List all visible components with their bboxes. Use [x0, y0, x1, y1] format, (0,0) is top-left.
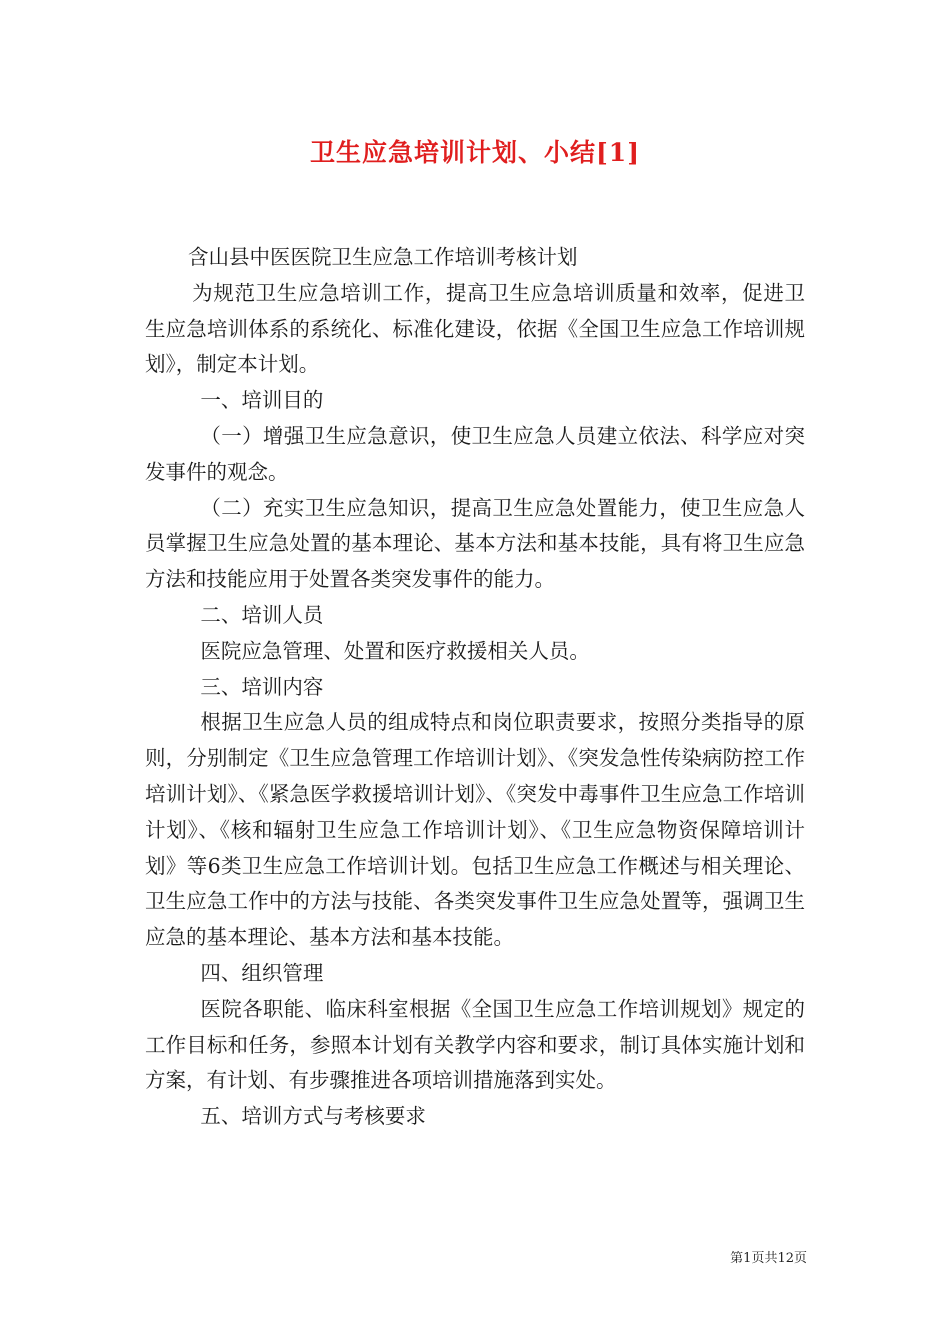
paragraph: （二）充实卫生应急知识，提高卫生应急处置能力，使卫生应急人员掌握卫生应急处置的基本理论、基本方法和基本技能，具有将卫生应急方法和技能应用于处置各类突发事件的能力。 [145, 495, 805, 592]
paragraph: （一）增强卫生应急意识，使卫生应急人员建立依法、科学应对突发事件的观念。 [145, 423, 805, 484]
paragraph: 医院各职能、临床科室根据《全国卫生应急工作培训规划》规定的工作目标和任务，参照本计划有关教学内容和要求，制订具体实施计划和方案，有计划、有步骤推进各项培训措施落到实处。 [145, 996, 805, 1093]
section-heading: 五、培训方式与考核要求 [200, 1104, 426, 1129]
section-heading: 四、组织管理 [200, 960, 324, 985]
section-heading: 三、培训内容 [200, 674, 324, 699]
section-heading: 一、培训目的 [200, 388, 324, 413]
paragraph: 为规范卫生应急培训工作，提高卫生应急培训质量和效率，促进卫生应急培训体系的系统化、标准化建设，依据《全国卫生应急工作培训规划》，制定本计划。 [145, 280, 805, 377]
page-number: 第1页共12页 [730, 1251, 807, 1266]
paragraph: 含山县中医医院卫生应急工作培训考核计划 [188, 245, 578, 269]
document-body [145, 240, 805, 1135]
section-heading: 二、培训人员 [200, 602, 324, 627]
document-title: 卫生应急培训计划、小结[1] [309, 138, 641, 167]
paragraph: 根据卫生应急人员的组成特点和岗位职责要求，按照分类指导的原则，分别制定《卫生应急管理工作培训计划》、《突发急性传染病防控工作培训计划》、《紧急医学救援培训计划》、《突发中毒事件卫生应急工作培训计划》、《核和辐射卫生应急工作培训计划》、《卫生应急物资保障培训计划》等6类卫生应急工作培训计划。包括卫生应急工作概述与相关理论、卫生应急工作中的方法与技能、各类突发事件卫生应急处置等，强调卫生应急的基本理论、基本方法和基本技能。 [145, 710, 805, 950]
paragraph: 医院应急管理、处置和医疗救援相关人员。 [200, 638, 590, 663]
